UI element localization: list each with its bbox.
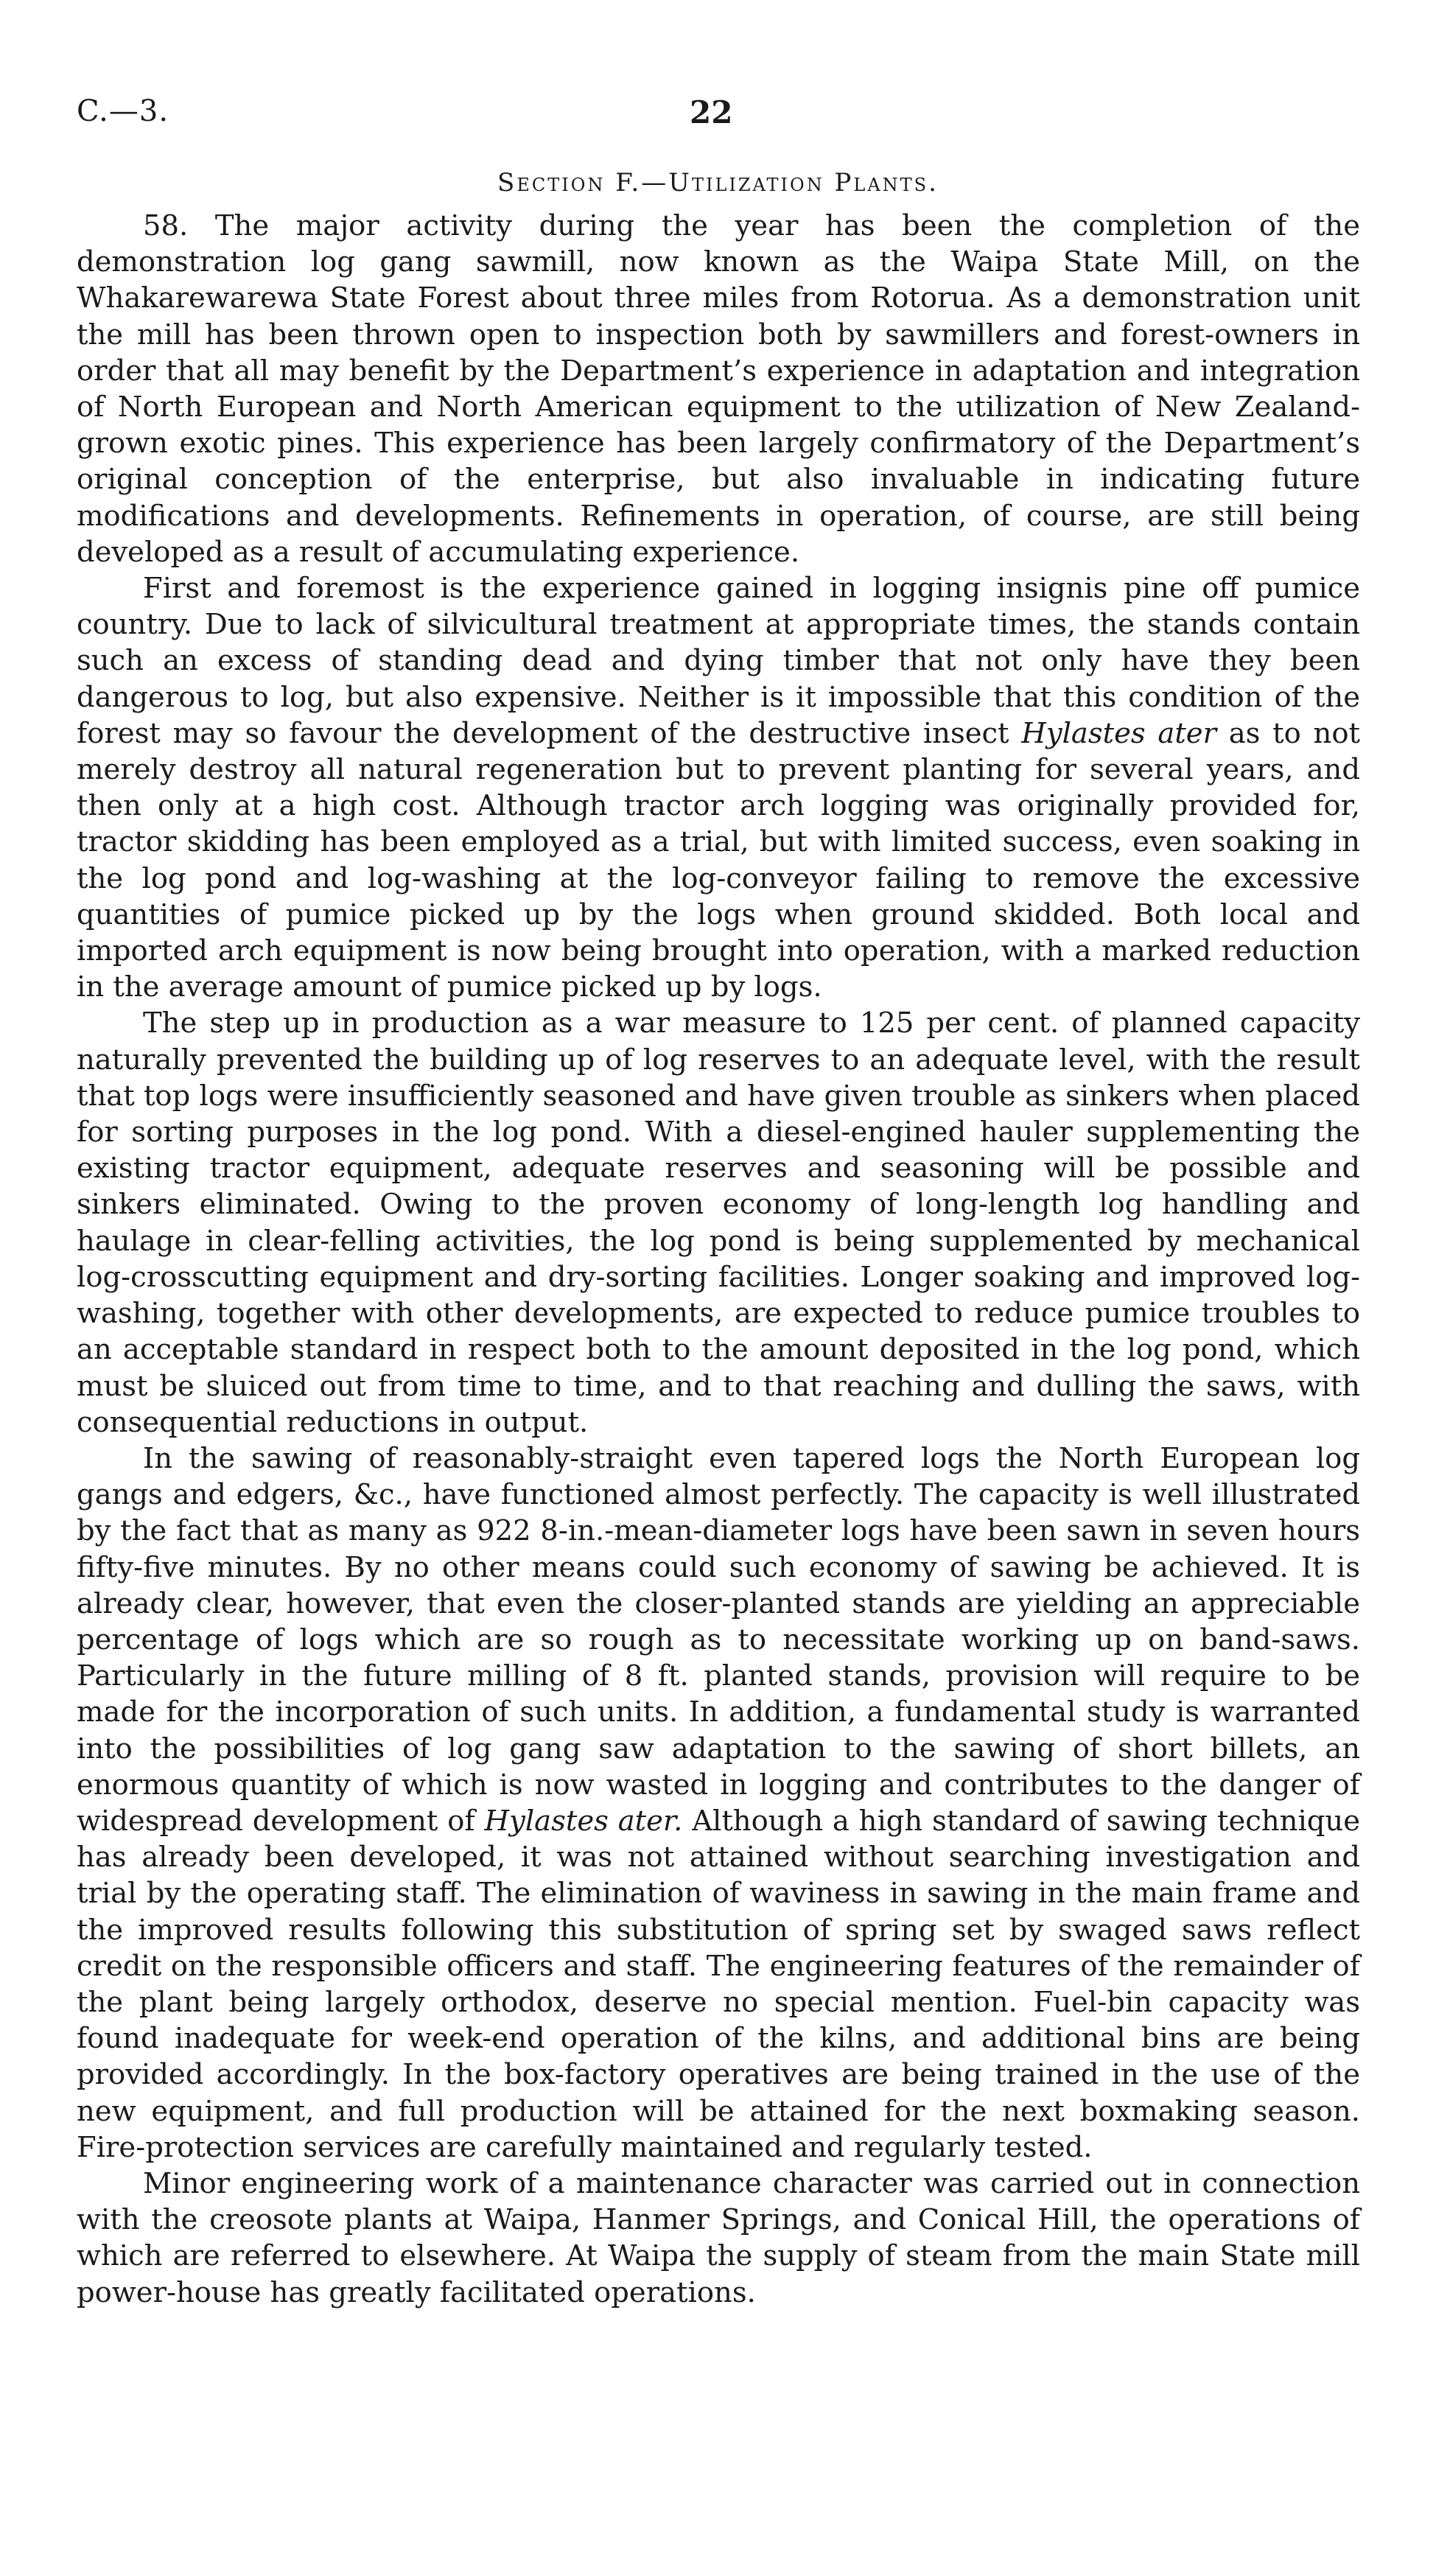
paragraph-58 [77,208,1360,570]
paragraph-text: Minor engineering work of a maintenance character was carried out in connection with the creosote plants at Waipa, Hanmer Springs, and Conical Hill, the operations of which are referred to elsewhere. At Waipa the supply of steam from the main State mill power-house has greatly facilitated operations. [77,2166,1360,2309]
document-reference: C.—3. [77,94,169,128]
paragraph-logging [77,570,1360,1005]
paragraph-text: First and foremost is the experience gained in logging insignis pine off pumice country. Due to lack of silvicultural treatment at appropriate times, the stands contain such an excess of standing dead and dying timber that not only have they been dangerous to log, but also expensive. Neither is it impossible that this condition of the forest may so favour the development of the destructive insect [77,572,1360,750]
body-text [77,208,1360,2311]
paragraph-text: In the sawing of reasonably-straight even tapered logs the North European log gangs and edgers, &c., have functioned almost perfectly. The capacity is well illustrated by the fact that as many as 922 8-in.-mean-diameter logs have been sawn in seven hours fifty-five minutes. By no other means could such economy of sawing be achieved. It is already clear, however, that even the closer-planted stands are yielding an appreciable percentage of logs which are so rough as to necessitate working up on band-saws. Particularly in the future milling of 8 ft. planted stands, provision will require to be made for the incorporation of such units. In addition, a fundamental study is warranted into the possibilities of log gang saw adaptation to the sawing of short billets, an enormous quantity of which is now wasted in logging and contributes to the danger of widespread development of [77,1441,1360,1838]
species-name: Hylastes ater. [484,1804,683,1838]
page-number: 22 [690,94,733,130]
paragraph-number: 58. [143,209,189,242]
section-title: Section F.—Utilization Plants. [497,168,939,197]
paragraph-text: The major activity during the year has been the completion of the demonstration log gang sawmill, now known as the Waipa State Mill, on the Whakarewarewa State Forest about three miles from Rotorua. As a demonstration unit the mill has been thrown open to inspection both by sawmillers and forest-owners in order that all may benefit by the Department’s experience in adaptation and integration of North European and North American equipment to the utilization of New Zealand-grown exotic pines. This experience has been largely confirmatory of the Department’s original conception of the enterprise, but also invaluable in indicating future modifications and developments. Refinements in operation, of course, are still being developed as a result of accumulating experience. [77,209,1360,569]
page-header [77,94,1359,139]
paragraph-text: The step up in production as a war measure to 125 per cent. of planned capacity naturally prevented the building up of log reserves to an adequate level, with the result that top logs were insufficiently seasoned and have given trouble as sinkers when placed for sorting purposes in the log pond. With a diesel-engined hauler supplementing the existing tractor equipment, adequate reserves and seasoning will be possible and sinkers eliminated. Owing to the proven economy of long-length log handling and haulage in clear-felling activities, the log pond is being supplemented by mechanical log-crosscutting equipment and dry-sorting facilities. Longer soaking and improved log-washing, together with other developments, are expected to reduce pumice troubles to an acceptable standard in respect both to the amount deposited in the log pond, which must be sluiced out from time to time, and to that reaching and dulling the saws, with consequential reductions in output. [77,1007,1360,1439]
paragraph-text: Although a high standard of sawing technique has already been developed, it was not attained without searching investigation and trial by the operating staff. The elimination of waviness in sawing in the main frame and the improved results following this substitution of spring set by swaged saws reflect credit on the responsible officers and staff. The engineering features of the remainder of the plant being largely orthodox, deserve no special mention. Fuel-bin capacity was found inadequate for week-end operation of the kilns, and additional bins are being provided accordingly. In the box-factory operatives are being trained in the use of the new equipment, and full production will be attained for the next boxmaking season. Fire-protection services are carefully maintained and regularly tested. [77,1804,1360,2164]
paragraph-production [77,1005,1360,1440]
paragraph-text: as to not merely destroy all natural regeneration but to prevent planting for several years, and then only at a high cost. Although tractor arch logging was originally provided for, tractor skidding has been employed as a trial, but with limited success, even soaking in the log pond and log-washing at the log-conveyor failing to remove the excessive quantities of pumice picked up by the logs when ground skidded. Both local and imported arch equipment is now being brought into operation, with a marked reduction in the average amount of pumice picked up by logs. [77,716,1360,1004]
species-name: Hylastes ater [1021,716,1216,750]
paragraph-sawing [77,1441,1360,2166]
paragraph-creosote [77,2166,1360,2311]
